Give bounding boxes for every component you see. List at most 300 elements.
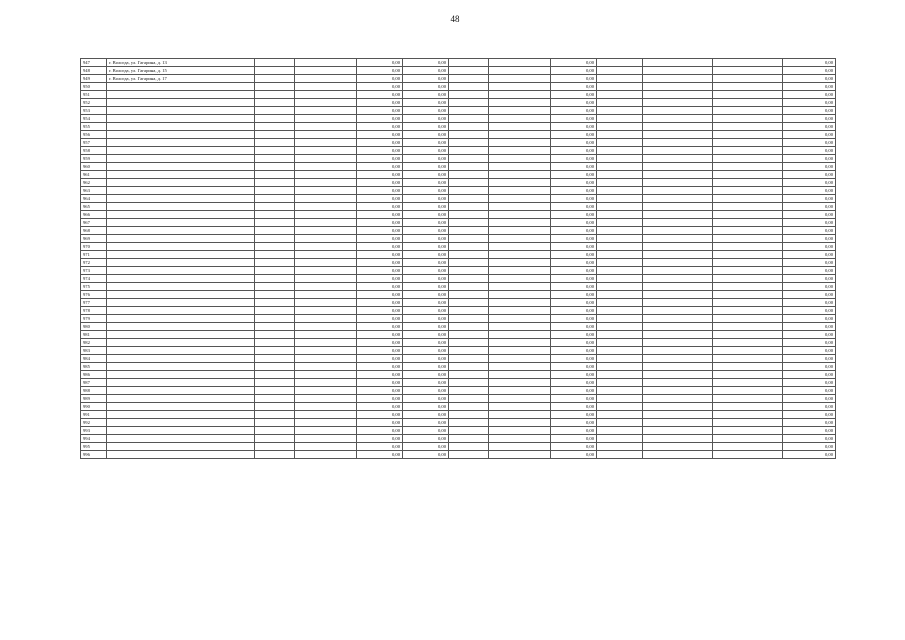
value-cell: 0,00 (783, 163, 836, 171)
value-cell (713, 179, 783, 187)
value-cell (597, 75, 643, 83)
value-cell (643, 435, 713, 443)
value-cell (597, 123, 643, 131)
value-cell: 0,00 (357, 363, 403, 371)
value-cell: 0,00 (357, 291, 403, 299)
value-cell: 0,00 (403, 395, 449, 403)
value-cell: 0,00 (403, 443, 449, 451)
address-cell (107, 123, 255, 131)
value-cell: 0,00 (403, 219, 449, 227)
value-cell (489, 427, 551, 435)
table-row (81, 75, 836, 83)
table-row (81, 187, 836, 195)
value-cell: 0,00 (403, 363, 449, 371)
value-cell (643, 75, 713, 83)
value-cell: 0,00 (403, 403, 449, 411)
value-cell (449, 331, 489, 339)
value-cell (713, 83, 783, 91)
value-cell (255, 411, 295, 419)
value-cell (449, 187, 489, 195)
value-cell (449, 107, 489, 115)
value-cell (713, 283, 783, 291)
value-cell (643, 395, 713, 403)
row-number: 948 (81, 67, 107, 75)
row-number: 953 (81, 107, 107, 115)
value-cell (255, 251, 295, 259)
table-row (81, 323, 836, 331)
value-cell (295, 355, 357, 363)
table-row (81, 403, 836, 411)
value-cell: 0,00 (551, 291, 597, 299)
value-cell (597, 387, 643, 395)
address-cell (107, 395, 255, 403)
value-cell (643, 155, 713, 163)
row-number: 970 (81, 243, 107, 251)
table-row (81, 339, 836, 347)
table-row (81, 371, 836, 379)
row-number: 993 (81, 427, 107, 435)
row-number: 969 (81, 235, 107, 243)
value-cell: 0,00 (403, 339, 449, 347)
table-row (81, 179, 836, 187)
value-cell (713, 227, 783, 235)
table-row (81, 291, 836, 299)
value-cell (643, 131, 713, 139)
value-cell (643, 339, 713, 347)
value-cell (643, 371, 713, 379)
value-cell (295, 195, 357, 203)
value-cell (489, 275, 551, 283)
value-cell (449, 67, 489, 75)
table-row (81, 171, 836, 179)
data-table (80, 58, 836, 459)
value-cell: 0,00 (551, 243, 597, 251)
table-row (81, 427, 836, 435)
value-cell: 0,00 (783, 283, 836, 291)
address-cell (107, 187, 255, 195)
value-cell: 0,00 (403, 99, 449, 107)
value-cell (255, 147, 295, 155)
value-cell (713, 331, 783, 339)
table-row (81, 307, 836, 315)
value-cell: 0,00 (357, 99, 403, 107)
value-cell (449, 275, 489, 283)
value-cell (489, 131, 551, 139)
value-cell (489, 291, 551, 299)
value-cell (597, 323, 643, 331)
table-row (81, 163, 836, 171)
value-cell (489, 83, 551, 91)
value-cell (597, 275, 643, 283)
value-cell (713, 243, 783, 251)
value-cell (489, 395, 551, 403)
value-cell: 0,00 (551, 203, 597, 211)
value-cell (643, 451, 713, 459)
value-cell: 0,00 (783, 291, 836, 299)
value-cell (643, 323, 713, 331)
value-cell (255, 355, 295, 363)
value-cell: 0,00 (403, 147, 449, 155)
value-cell (449, 339, 489, 347)
address-cell (107, 307, 255, 315)
value-cell (489, 235, 551, 243)
table-row (81, 243, 836, 251)
value-cell: 0,00 (551, 171, 597, 179)
value-cell (713, 411, 783, 419)
value-cell (449, 91, 489, 99)
value-cell (643, 355, 713, 363)
value-cell (597, 211, 643, 219)
row-number: 962 (81, 179, 107, 187)
value-cell (597, 371, 643, 379)
value-cell (255, 339, 295, 347)
value-cell (597, 435, 643, 443)
value-cell: 0,00 (551, 379, 597, 387)
value-cell: 0,00 (783, 147, 836, 155)
value-cell (449, 163, 489, 171)
value-cell (643, 67, 713, 75)
value-cell (255, 451, 295, 459)
value-cell: 0,00 (357, 195, 403, 203)
table-row (81, 139, 836, 147)
value-cell: 0,00 (403, 195, 449, 203)
value-cell: 0,00 (551, 259, 597, 267)
value-cell: 0,00 (357, 427, 403, 435)
value-cell (449, 131, 489, 139)
value-cell (295, 275, 357, 283)
value-cell (295, 323, 357, 331)
value-cell (295, 307, 357, 315)
row-number: 986 (81, 371, 107, 379)
value-cell (597, 155, 643, 163)
value-cell (295, 435, 357, 443)
table-row (81, 131, 836, 139)
value-cell (449, 379, 489, 387)
value-cell (255, 107, 295, 115)
value-cell: 0,00 (403, 347, 449, 355)
value-cell: 0,00 (551, 195, 597, 203)
value-cell: 0,00 (357, 371, 403, 379)
value-cell (449, 283, 489, 291)
value-cell (295, 331, 357, 339)
value-cell: 0,00 (551, 299, 597, 307)
table-row (81, 83, 836, 91)
value-cell (489, 123, 551, 131)
value-cell (489, 443, 551, 451)
value-cell (643, 283, 713, 291)
value-cell: 0,00 (551, 371, 597, 379)
address-cell (107, 243, 255, 251)
value-cell (713, 203, 783, 211)
value-cell: 0,00 (357, 395, 403, 403)
value-cell: 0,00 (357, 203, 403, 211)
row-number: 966 (81, 211, 107, 219)
value-cell: 0,00 (783, 227, 836, 235)
row-number: 951 (81, 91, 107, 99)
value-cell (255, 123, 295, 131)
value-cell (643, 179, 713, 187)
address-cell (107, 443, 255, 451)
value-cell (643, 443, 713, 451)
value-cell: 0,00 (551, 275, 597, 283)
value-cell: 0,00 (357, 123, 403, 131)
value-cell: 0,00 (551, 283, 597, 291)
value-cell: 0,00 (357, 139, 403, 147)
value-cell (643, 291, 713, 299)
table-row (81, 195, 836, 203)
value-cell (713, 451, 783, 459)
value-cell (295, 243, 357, 251)
table-row (81, 219, 836, 227)
value-cell (489, 307, 551, 315)
value-cell: 0,00 (403, 435, 449, 443)
row-number: 988 (81, 387, 107, 395)
value-cell: 0,00 (551, 227, 597, 235)
value-cell (643, 123, 713, 131)
row-number: 980 (81, 323, 107, 331)
value-cell: 0,00 (403, 179, 449, 187)
value-cell (713, 171, 783, 179)
value-cell (713, 347, 783, 355)
value-cell (713, 75, 783, 83)
row-number: 964 (81, 195, 107, 203)
value-cell (295, 211, 357, 219)
value-cell (597, 299, 643, 307)
value-cell (643, 235, 713, 243)
value-cell (597, 163, 643, 171)
value-cell: 0,00 (403, 411, 449, 419)
table-row (81, 411, 836, 419)
value-cell: 0,00 (783, 443, 836, 451)
table-row (81, 435, 836, 443)
value-cell (597, 451, 643, 459)
value-cell (713, 291, 783, 299)
row-number: 990 (81, 403, 107, 411)
address-cell (107, 171, 255, 179)
value-cell (255, 203, 295, 211)
table-row (81, 299, 836, 307)
value-cell (295, 203, 357, 211)
value-cell (713, 67, 783, 75)
value-cell (255, 291, 295, 299)
value-cell (597, 179, 643, 187)
value-cell: 0,00 (357, 411, 403, 419)
value-cell: 0,00 (783, 323, 836, 331)
value-cell (255, 195, 295, 203)
value-cell (489, 163, 551, 171)
value-cell: 0,00 (551, 163, 597, 171)
value-cell: 0,00 (403, 115, 449, 123)
value-cell (643, 59, 713, 67)
value-cell: 0,00 (783, 75, 836, 83)
value-cell: 0,00 (551, 179, 597, 187)
value-cell: 0,00 (783, 267, 836, 275)
value-cell: 0,00 (783, 179, 836, 187)
table-row (81, 451, 836, 459)
value-cell: 0,00 (403, 211, 449, 219)
value-cell (295, 75, 357, 83)
row-number: 978 (81, 307, 107, 315)
value-cell (597, 395, 643, 403)
value-cell: 0,00 (403, 451, 449, 459)
value-cell: 0,00 (783, 187, 836, 195)
value-cell (295, 147, 357, 155)
address-cell (107, 275, 255, 283)
address-cell (107, 435, 255, 443)
value-cell: 0,00 (551, 363, 597, 371)
value-cell (449, 395, 489, 403)
value-cell (449, 315, 489, 323)
row-number: 960 (81, 163, 107, 171)
value-cell (449, 355, 489, 363)
value-cell (255, 171, 295, 179)
value-cell (255, 435, 295, 443)
value-cell (295, 219, 357, 227)
row-number: 992 (81, 419, 107, 427)
address-cell (107, 403, 255, 411)
value-cell: 0,00 (357, 67, 403, 75)
row-number: 955 (81, 123, 107, 131)
value-cell (643, 315, 713, 323)
value-cell (713, 259, 783, 267)
address-cell (107, 211, 255, 219)
row-number: 979 (81, 315, 107, 323)
value-cell: 0,00 (403, 91, 449, 99)
value-cell (449, 363, 489, 371)
value-cell (713, 123, 783, 131)
table-row (81, 99, 836, 107)
value-cell: 0,00 (357, 251, 403, 259)
value-cell (643, 211, 713, 219)
value-cell: 0,00 (551, 115, 597, 123)
row-number: 995 (81, 443, 107, 451)
value-cell (489, 67, 551, 75)
value-cell: 0,00 (551, 75, 597, 83)
value-cell: 0,00 (357, 275, 403, 283)
value-cell (489, 323, 551, 331)
value-cell (295, 411, 357, 419)
value-cell (713, 115, 783, 123)
value-cell: 0,00 (357, 307, 403, 315)
value-cell (489, 379, 551, 387)
row-number: 963 (81, 187, 107, 195)
address-cell (107, 379, 255, 387)
value-cell: 0,00 (551, 331, 597, 339)
value-cell (713, 251, 783, 259)
value-cell (489, 339, 551, 347)
value-cell: 0,00 (357, 403, 403, 411)
value-cell (295, 299, 357, 307)
value-cell (449, 155, 489, 163)
address-cell (107, 291, 255, 299)
value-cell (449, 419, 489, 427)
address-cell (107, 339, 255, 347)
value-cell: 0,00 (783, 115, 836, 123)
value-cell (489, 195, 551, 203)
value-cell: 0,00 (403, 251, 449, 259)
value-cell: 0,00 (783, 243, 836, 251)
value-cell (295, 267, 357, 275)
value-cell (449, 235, 489, 243)
value-cell (295, 379, 357, 387)
table-row (81, 347, 836, 355)
value-cell (255, 347, 295, 355)
value-cell (489, 219, 551, 227)
value-cell: 0,00 (357, 179, 403, 187)
value-cell (295, 91, 357, 99)
value-cell (449, 139, 489, 147)
row-number: 947 (81, 59, 107, 67)
value-cell: 0,00 (403, 163, 449, 171)
value-cell (597, 283, 643, 291)
value-cell (713, 403, 783, 411)
value-cell (643, 219, 713, 227)
value-cell (489, 387, 551, 395)
value-cell (643, 387, 713, 395)
value-cell: 0,00 (403, 187, 449, 195)
address-cell (107, 267, 255, 275)
row-number: 985 (81, 363, 107, 371)
table-row (81, 379, 836, 387)
value-cell (713, 59, 783, 67)
value-cell (713, 323, 783, 331)
value-cell (597, 203, 643, 211)
value-cell: 0,00 (783, 331, 836, 339)
value-cell (643, 203, 713, 211)
row-number: 989 (81, 395, 107, 403)
table-row (81, 395, 836, 403)
value-cell: 0,00 (783, 155, 836, 163)
value-cell: 0,00 (357, 283, 403, 291)
value-cell (449, 243, 489, 251)
value-cell (597, 339, 643, 347)
value-cell (449, 195, 489, 203)
value-cell (295, 235, 357, 243)
value-cell (713, 99, 783, 107)
value-cell: 0,00 (783, 379, 836, 387)
row-number: 956 (81, 131, 107, 139)
value-cell (643, 267, 713, 275)
address-cell (107, 179, 255, 187)
value-cell: 0,00 (783, 203, 836, 211)
address-cell (107, 299, 255, 307)
value-cell (255, 299, 295, 307)
value-cell: 0,00 (783, 219, 836, 227)
value-cell: 0,00 (783, 411, 836, 419)
value-cell (489, 451, 551, 459)
value-cell (713, 267, 783, 275)
value-cell: 0,00 (551, 435, 597, 443)
value-cell (295, 163, 357, 171)
value-cell (295, 443, 357, 451)
value-cell: 0,00 (357, 379, 403, 387)
value-cell (597, 235, 643, 243)
value-cell (643, 227, 713, 235)
address-cell (107, 323, 255, 331)
table-row (81, 315, 836, 323)
row-number: 971 (81, 251, 107, 259)
value-cell: 0,00 (551, 107, 597, 115)
value-cell: 0,00 (783, 59, 836, 67)
table-row (81, 147, 836, 155)
value-cell: 0,00 (403, 291, 449, 299)
value-cell: 0,00 (403, 139, 449, 147)
value-cell (489, 371, 551, 379)
value-cell (643, 83, 713, 91)
value-cell: 0,00 (551, 443, 597, 451)
value-cell (489, 107, 551, 115)
value-cell: 0,00 (403, 259, 449, 267)
